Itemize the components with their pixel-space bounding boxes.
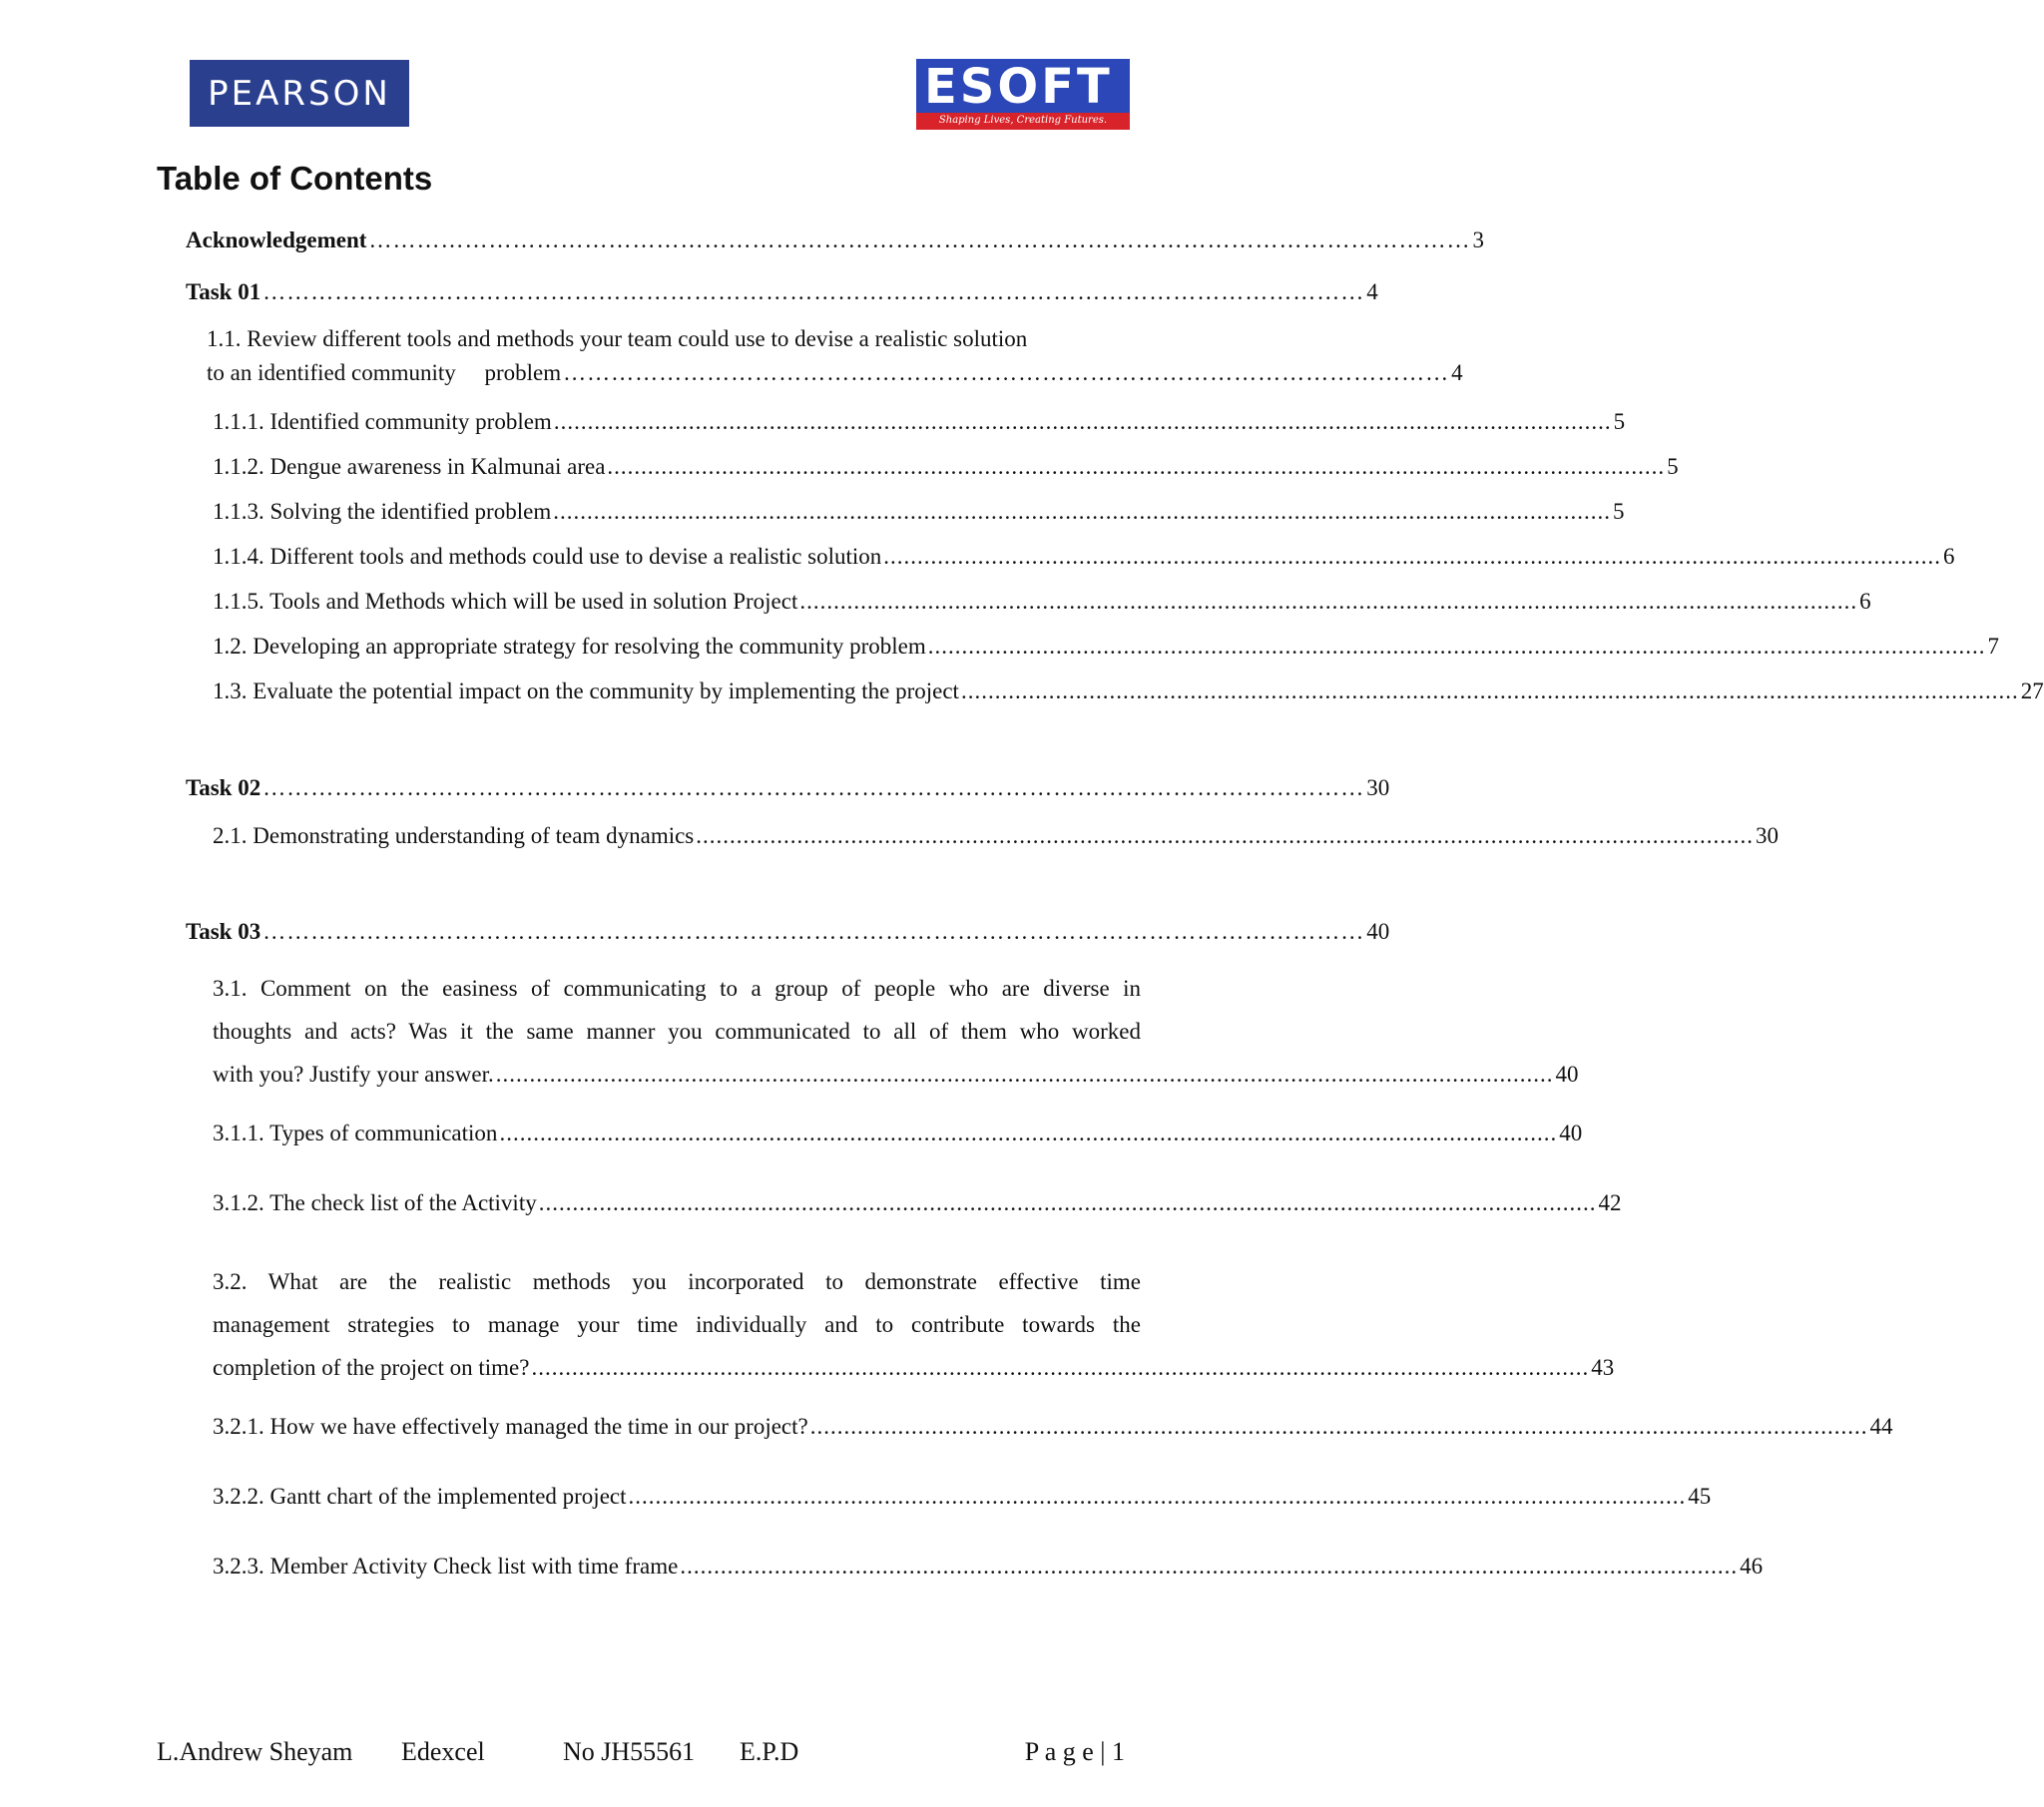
footer-board: Edexcel: [401, 1737, 485, 1766]
toc-entry-1-2[interactable]: 1.2. Developing an appropriate strategy for resolving the community problem ............................................................................................................................................................. 7: [213, 634, 1999, 659]
footer-course: E.P.D: [740, 1737, 799, 1766]
toc-entry-3-2-3[interactable]: 3.2.3. Member Activity Check list with time frame ............................................................................................................................................................. 46: [213, 1554, 1764, 1579]
toc-entry-task-03[interactable]: Task 03 ………………………………………………………………………………………………………………………… 40: [186, 919, 1390, 944]
toc-entry-acknowledgement[interactable]: Acknowledgement ………………………………………………………………………………………………………………………… 3: [186, 227, 1484, 252]
toc-entry-3-2[interactable]: 3.2. What are the realistic methods you incorporated to demonstrate effective time management strategies to manage your time individually and to contribute towards the completion of the project on time? ............................................................................................................................................................. 43: [213, 1269, 1615, 1380]
toc-entry-task-02[interactable]: Task 02 ………………………………………………………………………………………………………………………… 30: [186, 775, 1390, 800]
toc-entry-1-1-5[interactable]: 1.1.5. Tools and Methods which will be used in solution Project ............................................................................................................................................................. 6: [213, 589, 1871, 614]
toc-entry-task-01[interactable]: Task 01 ………………………………………………………………………………………………………………………… 4: [186, 279, 1378, 304]
toc-entry-1-1-4[interactable]: 1.1.4. Different tools and methods could use to devise a realistic solution ............................................................................................................................................................. 6: [213, 544, 1955, 569]
toc-entry-1-1[interactable]: 1.1. Review different tools and methods your team could use to devise a realistic solution to an identified community problem ………………………………………………………………………………………………… 4: [207, 326, 1463, 385]
toc-entry-3-2-2[interactable]: 3.2.2. Gantt chart of the implemented project ............................................................................................................................................................. 45: [213, 1484, 1712, 1509]
toc-entry-1-1-2[interactable]: 1.1.2. Dengue awareness in Kalmunai area ............................................................................................................................................................. 5: [213, 454, 1679, 479]
toc-entry-3-2-1[interactable]: 3.2.1. How we have effectively managed the time in our project? ............................................................................................................................................................. 44: [213, 1414, 1893, 1439]
esoft-logo: ESOFT Shaping Lives, Creating Futures.: [916, 59, 1130, 130]
toc-entry-2-1[interactable]: 2.1. Demonstrating understanding of team dynamics ............................................................................................................................................................. 30: [213, 823, 1780, 848]
toc-entry-1-3[interactable]: 1.3. Evaluate the potential impact on the community by implementing the project ............................................................................................................................................................. 27: [213, 678, 2044, 703]
toc-entry-1-1-1[interactable]: 1.1.1. Identified community problem ............................................................................................................................................................. 5: [213, 409, 1626, 434]
toc-entry-3-1-2[interactable]: 3.1.2. The check list of the Activity ............................................................................................................................................................. 42: [213, 1190, 1622, 1215]
footer-author: L.Andrew Sheyam: [157, 1737, 353, 1766]
footer-number: No JH55561: [563, 1737, 696, 1766]
toc-entry-3-1[interactable]: 3.1. Comment on the easiness of communicating to a group of people who are diverse in thoughts and acts? Was it the same manner you communicated to all of them who worked with you? Justify your answer. ............................................................................................................................................................. 40: [213, 976, 1579, 1087]
toc-entry-1-1-3[interactable]: 1.1.3. Solving the identified problem ............................................................................................................................................................. 5: [213, 499, 1625, 524]
toc-entry-3-1-1[interactable]: 3.1.1. Types of communication ............................................................................................................................................................. 40: [213, 1121, 1583, 1145]
footer-page-number: P a g e | 1: [1024, 1737, 1125, 1766]
pearson-logo: PEARSON: [190, 60, 409, 127]
page-title: Table of Contents: [157, 160, 433, 197]
